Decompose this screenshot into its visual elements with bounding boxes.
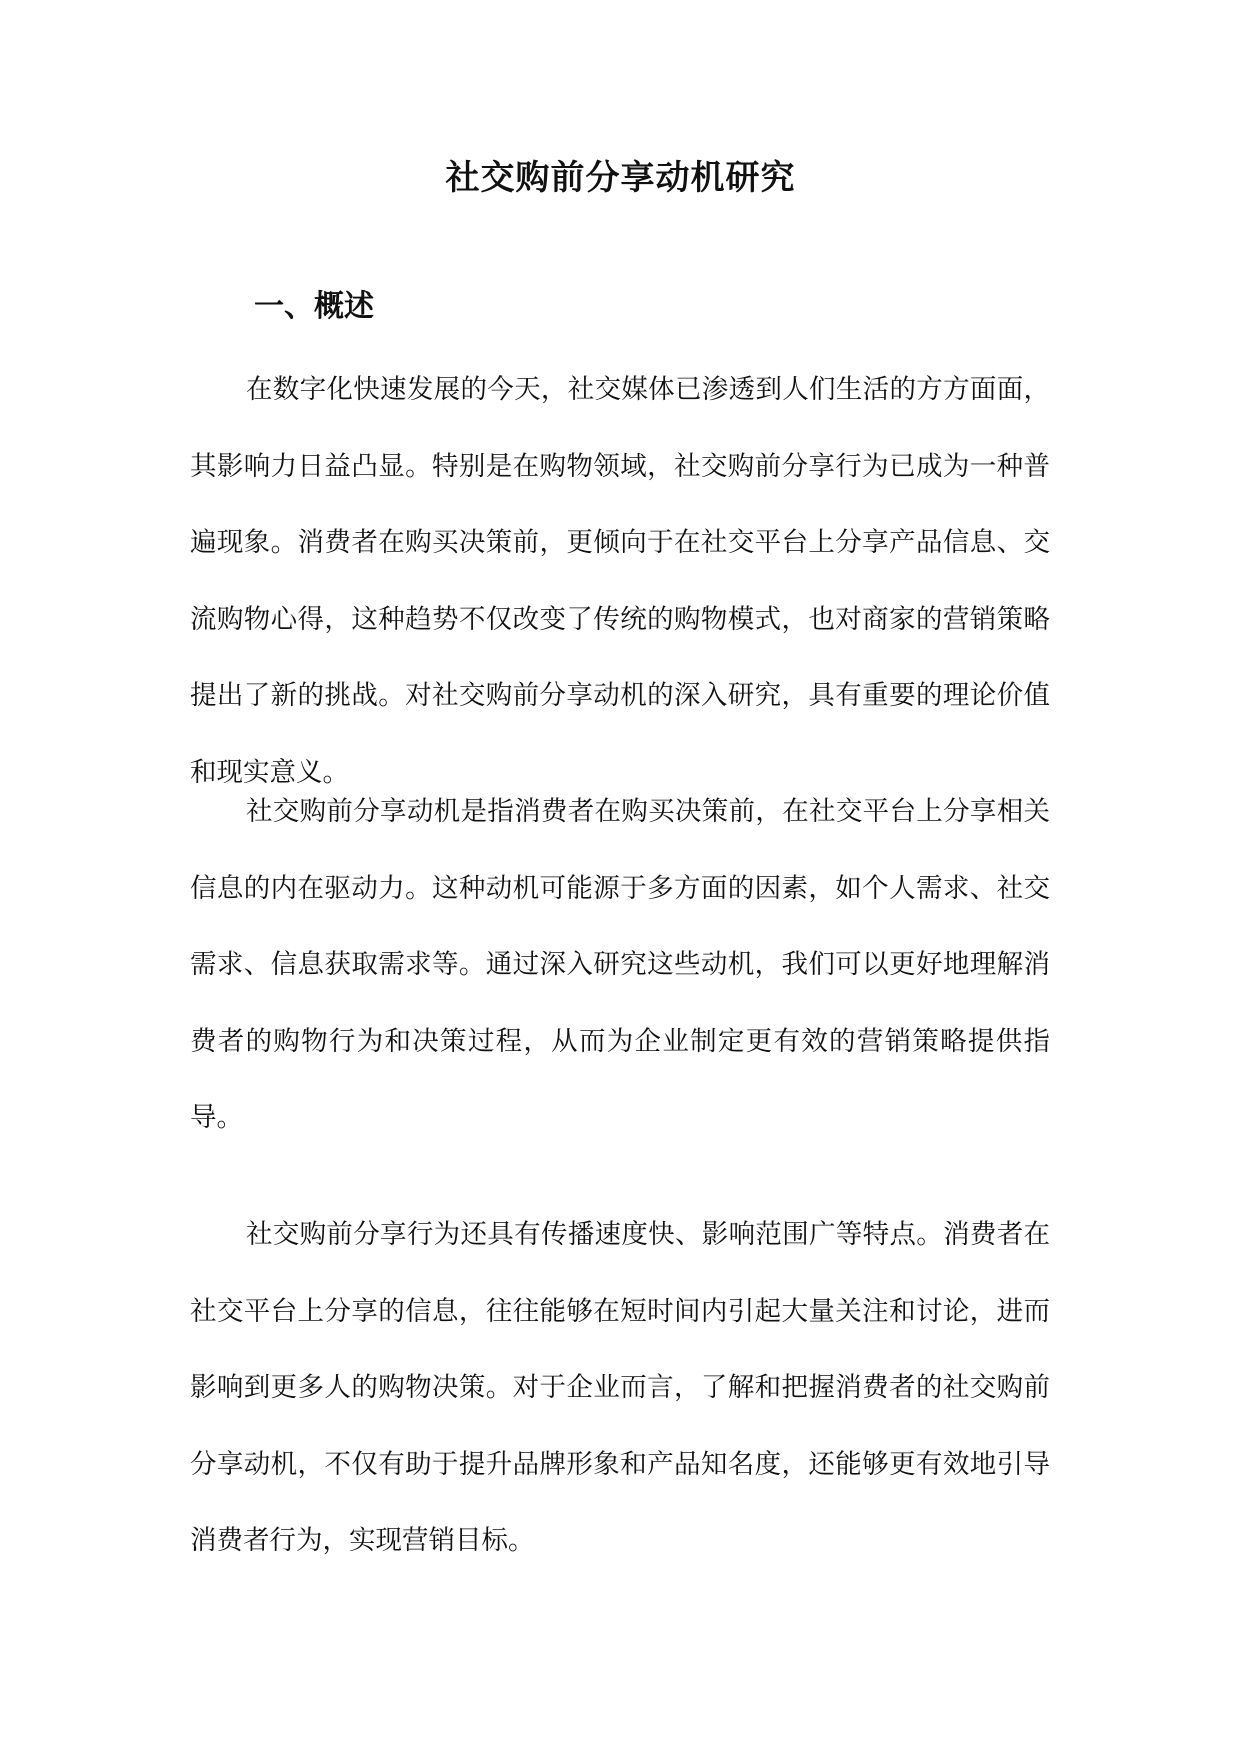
body-paragraph: 社交购前分享动机是指消费者在购买决策前，在社交平台上分享相关信息的内在驱动力。这种动机可能源于多方面的因素，如个人需求、社交需求、信息获取需求等。通过深入研究这些动机，我们可以更好地理解消费者的购物行为和决策过程，从而为企业制定更有效的营销策略提供指导。: [190, 796, 1050, 1133]
body-paragraph: 社交购前分享行为还具有传播速度快、影响范围广等特点。消费者在社交平台上分享的信息，往往能够在短时间内引起大量关注和讨论，进而影响到更多人的购物决策。对于企业而言，了解和把握消费者的社交购前分享动机，不仅有助于提升品牌形象和产品知名度，还能够更有效地引导消费者行为，实现营销目标。: [190, 1219, 1050, 1556]
document-title: 社交购前分享动机研究: [445, 158, 796, 198]
body-paragraph: 在数字化快速发展的今天，社交媒体已渗透到人们生活的方方面面，其影响力日益凸显。特别是在购物领域，社交购前分享行为已成为一种普遍现象。消费者在购买决策前，更倾向于在社交平台上分享产品信息、交流购物心得，这种趋势不仅改变了传统的购物模式，也对商家的营销策略提出了新的挑战。对社交购前分享动机的深入研究，具有重要的理论价值和现实意义。: [190, 374, 1050, 788]
section-heading: 一、概述: [254, 289, 374, 324]
